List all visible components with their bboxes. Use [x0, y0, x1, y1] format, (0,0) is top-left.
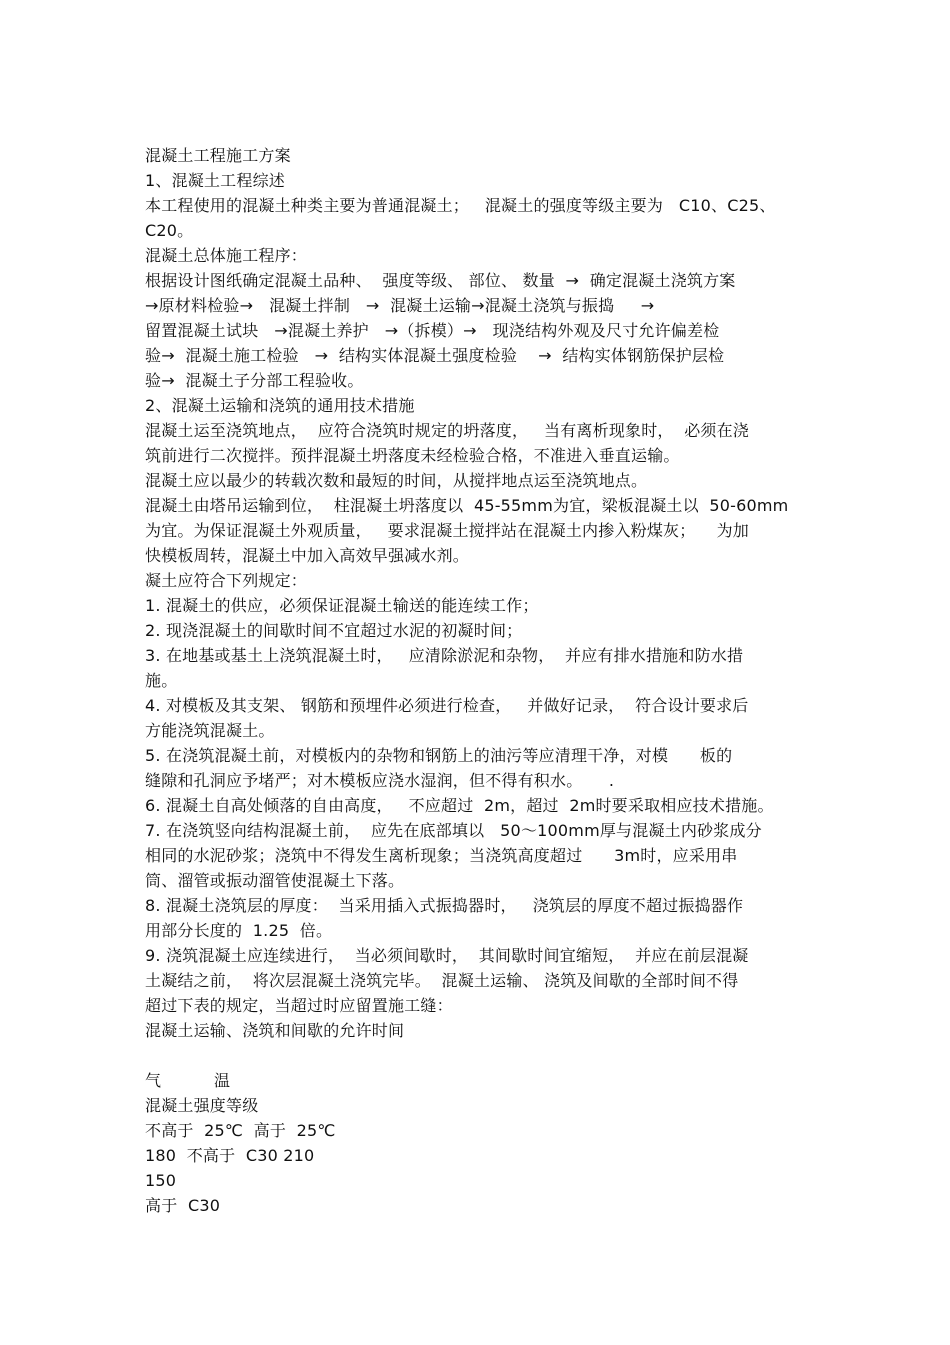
text-line: C20。 — [145, 221, 194, 240]
text-line: 验→ 混凝土施工检验 → 结构实体混凝土强度检验 → 结构实体钢筋保护层检 — [145, 346, 725, 365]
text-line: 8. 混凝土浇筑层的厚度： 当采用插入式振捣器时， 浇筑层的厚度不超过振捣器作 — [145, 896, 744, 915]
text-line: 混凝土运至浇筑地点， 应符合浇筑时规定的坍落度， 当有离析现象时， 必须在浇 — [145, 421, 750, 440]
text-line: 7. 在浇筑竖向结构混凝土前， 应先在底部填以 50～100mm厚与混凝土内砂浆成分 — [145, 821, 762, 840]
text-line: 施。 — [145, 671, 178, 690]
text-line: 混凝土应以最少的转载次数和最短的时间，从搅拌地点运至浇筑地点。 — [145, 471, 648, 490]
text-line: 1、混凝土工程综述 — [145, 171, 285, 190]
text-line: 相同的水泥砂浆；浇筑中不得发生离析现象；当浇筑高度超过 3m时，应采用串 — [145, 846, 738, 865]
text-line: 混凝土由塔吊运输到位， 柱混凝土坍落度以 45-55mm为宜，梁板混凝土以 50-60mm — [145, 496, 789, 515]
text-line: 留置混凝土试块 →混凝土养护 →（拆模）→ 现浇结构外观及尺寸允许偏差检 — [145, 321, 720, 340]
text-line: 土凝结之前， 将次层混凝土浇筑完毕。 混凝土运输、 浇筑及间歇的全部时间不得 — [145, 971, 739, 990]
text-line: 超过下表的规定，当超过时应留置施工缝： — [145, 996, 453, 1015]
text-line: 筒、溜管或振动溜管使混凝土下落。 — [145, 871, 405, 890]
text-line: 2、混凝土运输和浇筑的通用技术措施 — [145, 396, 415, 415]
text-line: 4. 对模板及其支架、 钢筋和预埋件必须进行检查， 并做好记录， 符合设计要求后 — [145, 696, 749, 715]
table-line: 气 温 — [145, 1071, 231, 1090]
text-line: →原材料检验→ 混凝土拌制 → 混凝土运输→混凝土浇筑与振捣 → — [145, 296, 655, 315]
text-line: 验→ 混凝土子分部工程验收。 — [145, 371, 364, 390]
text-line: 混凝土运输、浇筑和间歇的允许时间 — [145, 1021, 405, 1040]
table-line: 高于 C30 — [145, 1196, 221, 1215]
table-line: 180 不高于 C30 210 — [145, 1146, 315, 1165]
text-line: 方能浇筑混凝土。 — [145, 721, 275, 740]
text-line: 本工程使用的混凝土种类主要为普通混凝土； 混凝土的强度等级主要为 C10、C25、 — [145, 196, 776, 215]
text-line: 混凝土总体施工程序： — [145, 246, 308, 265]
document-title: 混凝土工程施工方案 — [145, 146, 291, 165]
text-line: 1. 混凝土的供应，必须保证混凝土输送的能连续工作； — [145, 596, 539, 615]
document-page — [145, 143, 825, 1218]
text-line: 5. 在浇筑混凝土前，对模板内的杂物和钢筋上的油污等应清理干净，对模 板的 — [145, 746, 733, 765]
text-line: 3. 在地基或基土上浇筑混凝土时， 应清除淤泥和杂物， 并应有排水措施和防水措 — [145, 646, 744, 665]
table-line: 150 — [145, 1171, 177, 1190]
text-line: 6. 混凝土自高处倾落的自由高度， 不应超过 2m，超过 2m时要采取相应技术措施。 — [145, 796, 774, 815]
spacer — [145, 1043, 825, 1068]
text-line: 2. 现浇混凝土的间歇时间不宜超过水泥的初凝时间； — [145, 621, 523, 640]
time-limit-table — [145, 1068, 825, 1218]
text-line: 缝隙和孔洞应予堵严；对木模板应浇水湿润，但不得有积水。 . — [145, 771, 615, 790]
document-body — [145, 168, 825, 1043]
text-line: 快模板周转，混凝土中加入高效早强减水剂。 — [145, 546, 470, 565]
table-line: 不高于 25℃ 高于 25℃ — [145, 1121, 336, 1140]
text-line: 9. 浇筑混凝土应连续进行， 当必须间歇时， 其间歇时间宜缩短， 并应在前层混凝 — [145, 946, 749, 965]
text-line: 根据设计图纸确定混凝土品种、 强度等级、 部位、 数量 → 确定混凝土浇筑方案 — [145, 271, 736, 290]
text-line: 筑前进行二次搅拌。预拌混凝土坍落度未经检验合格，不准进入垂直运输。 — [145, 446, 680, 465]
text-line: 为宜。为保证混凝土外观质量， 要求混凝土搅拌站在混凝土内掺入粉煤灰； 为加 — [145, 521, 750, 540]
text-line: 用部分长度的 1.25 倍。 — [145, 921, 333, 940]
text-line: 凝土应符合下列规定： — [145, 571, 308, 590]
table-line: 混凝土强度等级 — [145, 1096, 259, 1115]
